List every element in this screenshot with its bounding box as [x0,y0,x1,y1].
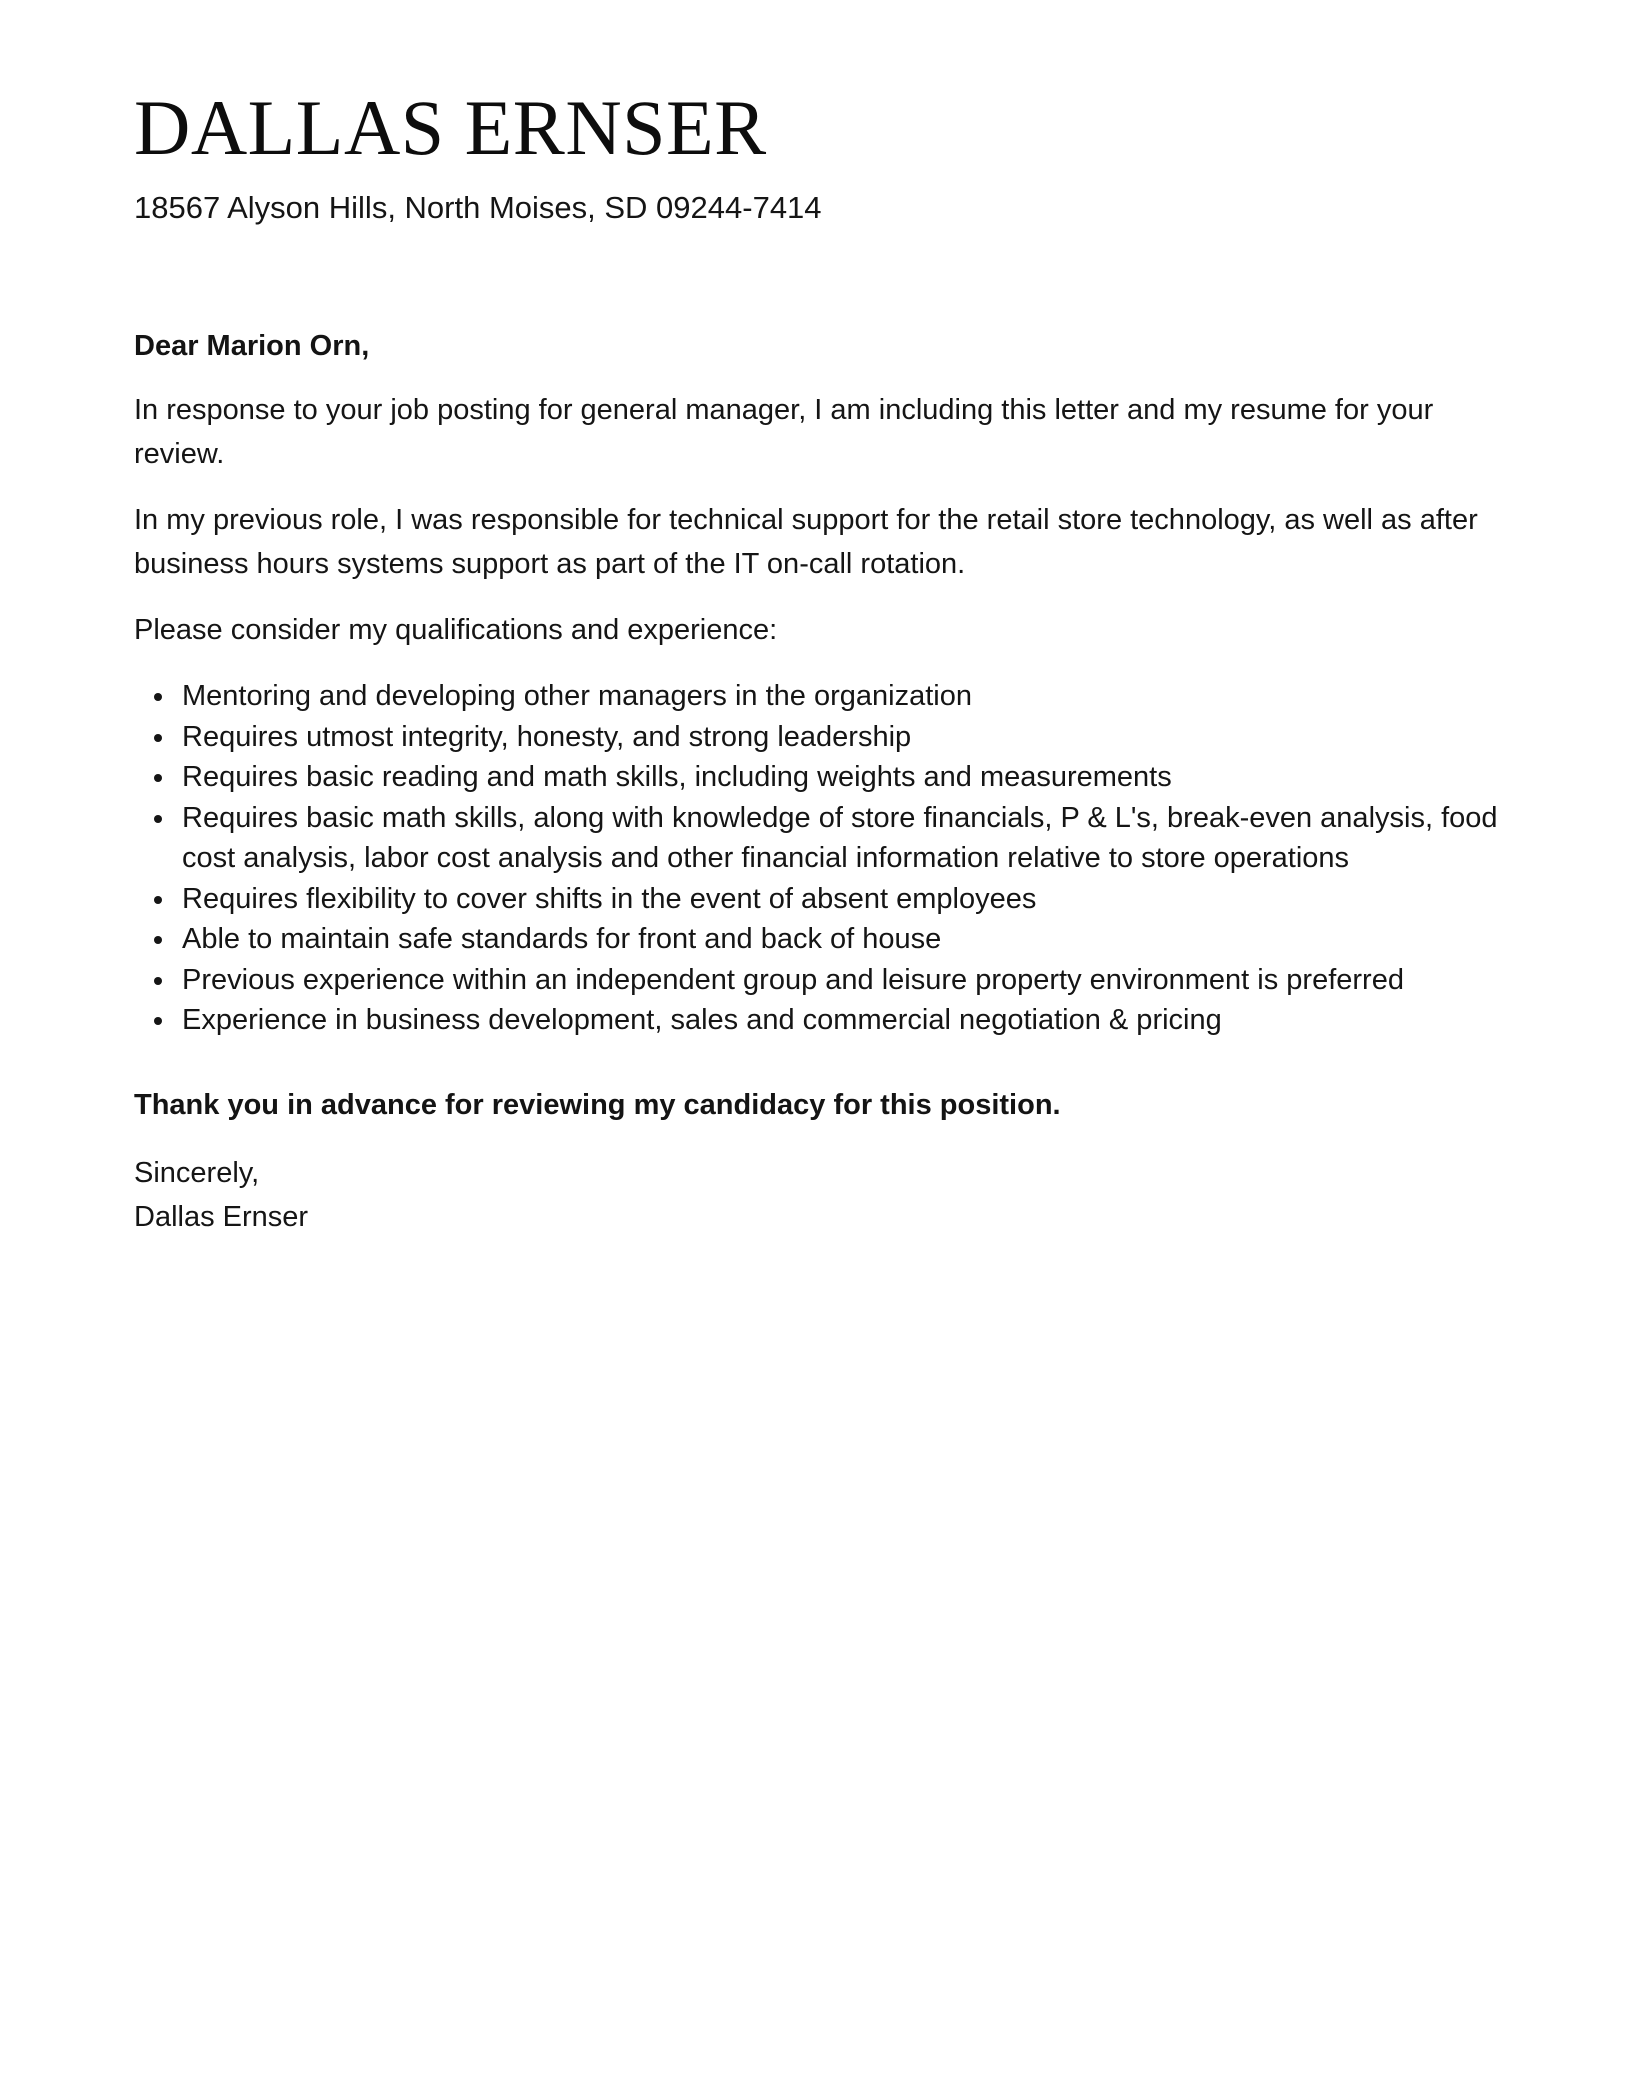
list-item [182,676,1514,717]
list-item [182,1000,1514,1041]
list-item-text: Able to maintain safe standards for front and back of house [182,923,942,955]
list-item-text: Requires basic math skills, along with knowledge of store financials, P & L's, break-even analysis, food cost analysis, labor cost analysis and other financial information relative to store operations [182,801,1498,874]
bullet-icon [154,977,162,985]
list-item-text: Previous experience within an independent group and leisure property environment is preferred [182,963,1404,996]
bullet-icon [154,693,162,701]
list-item [182,798,1514,879]
list-item-text: Requires flexibility to cover shifts in the event of absent employees [182,882,1037,915]
list-item-text: Requires utmost integrity, honesty, and strong leadership [182,720,912,753]
letter-signoff-block [134,1151,1514,1239]
list-item [182,879,1514,920]
letter-paragraph-experience: In my previous role, I was responsible for technical support for the retail store technology, as well as after business hours systems support as part of the IT on-call rotation. [134,504,1478,580]
bullet-icon [154,815,162,823]
qualifications-list [134,676,1514,1041]
bullet-icon [154,734,162,742]
list-item [182,960,1514,1001]
list-item-text: Requires basic reading and math skills, including weights and measurements [182,761,1172,793]
list-item [182,717,1514,758]
letter-signature: Dallas Ernser [134,1200,309,1233]
letter-paragraph-intro: In response to your job posting for general manager, I am including this letter and my resume for your review. [134,394,1434,470]
letter-closing: Thank you in advance for reviewing my candidacy for this position. [134,1088,1061,1121]
applicant-address: 18567 Alyson Hills, North Moises, SD 09244-7414 [134,190,822,225]
list-item-text: Mentoring and developing other managers in the organization [182,680,972,712]
list-item-text: Experience in business development, sales and commercial negotiation & pricing [182,1004,1222,1036]
bullet-icon [154,774,162,782]
cover-letter-page [134,82,1514,1239]
letter-greeting: Dear Marion Orn, [134,330,370,362]
letter-paragraph-qualifications-intro: Please consider my qualifications and experience: [134,614,778,646]
list-item [182,757,1514,798]
bullet-icon [154,896,162,904]
list-item [182,919,1514,960]
letter-signoff: Sincerely, [134,1156,260,1189]
bullet-icon [154,936,162,944]
applicant-name: DALLAS ERNSER [134,84,767,171]
bullet-icon [154,1017,162,1025]
